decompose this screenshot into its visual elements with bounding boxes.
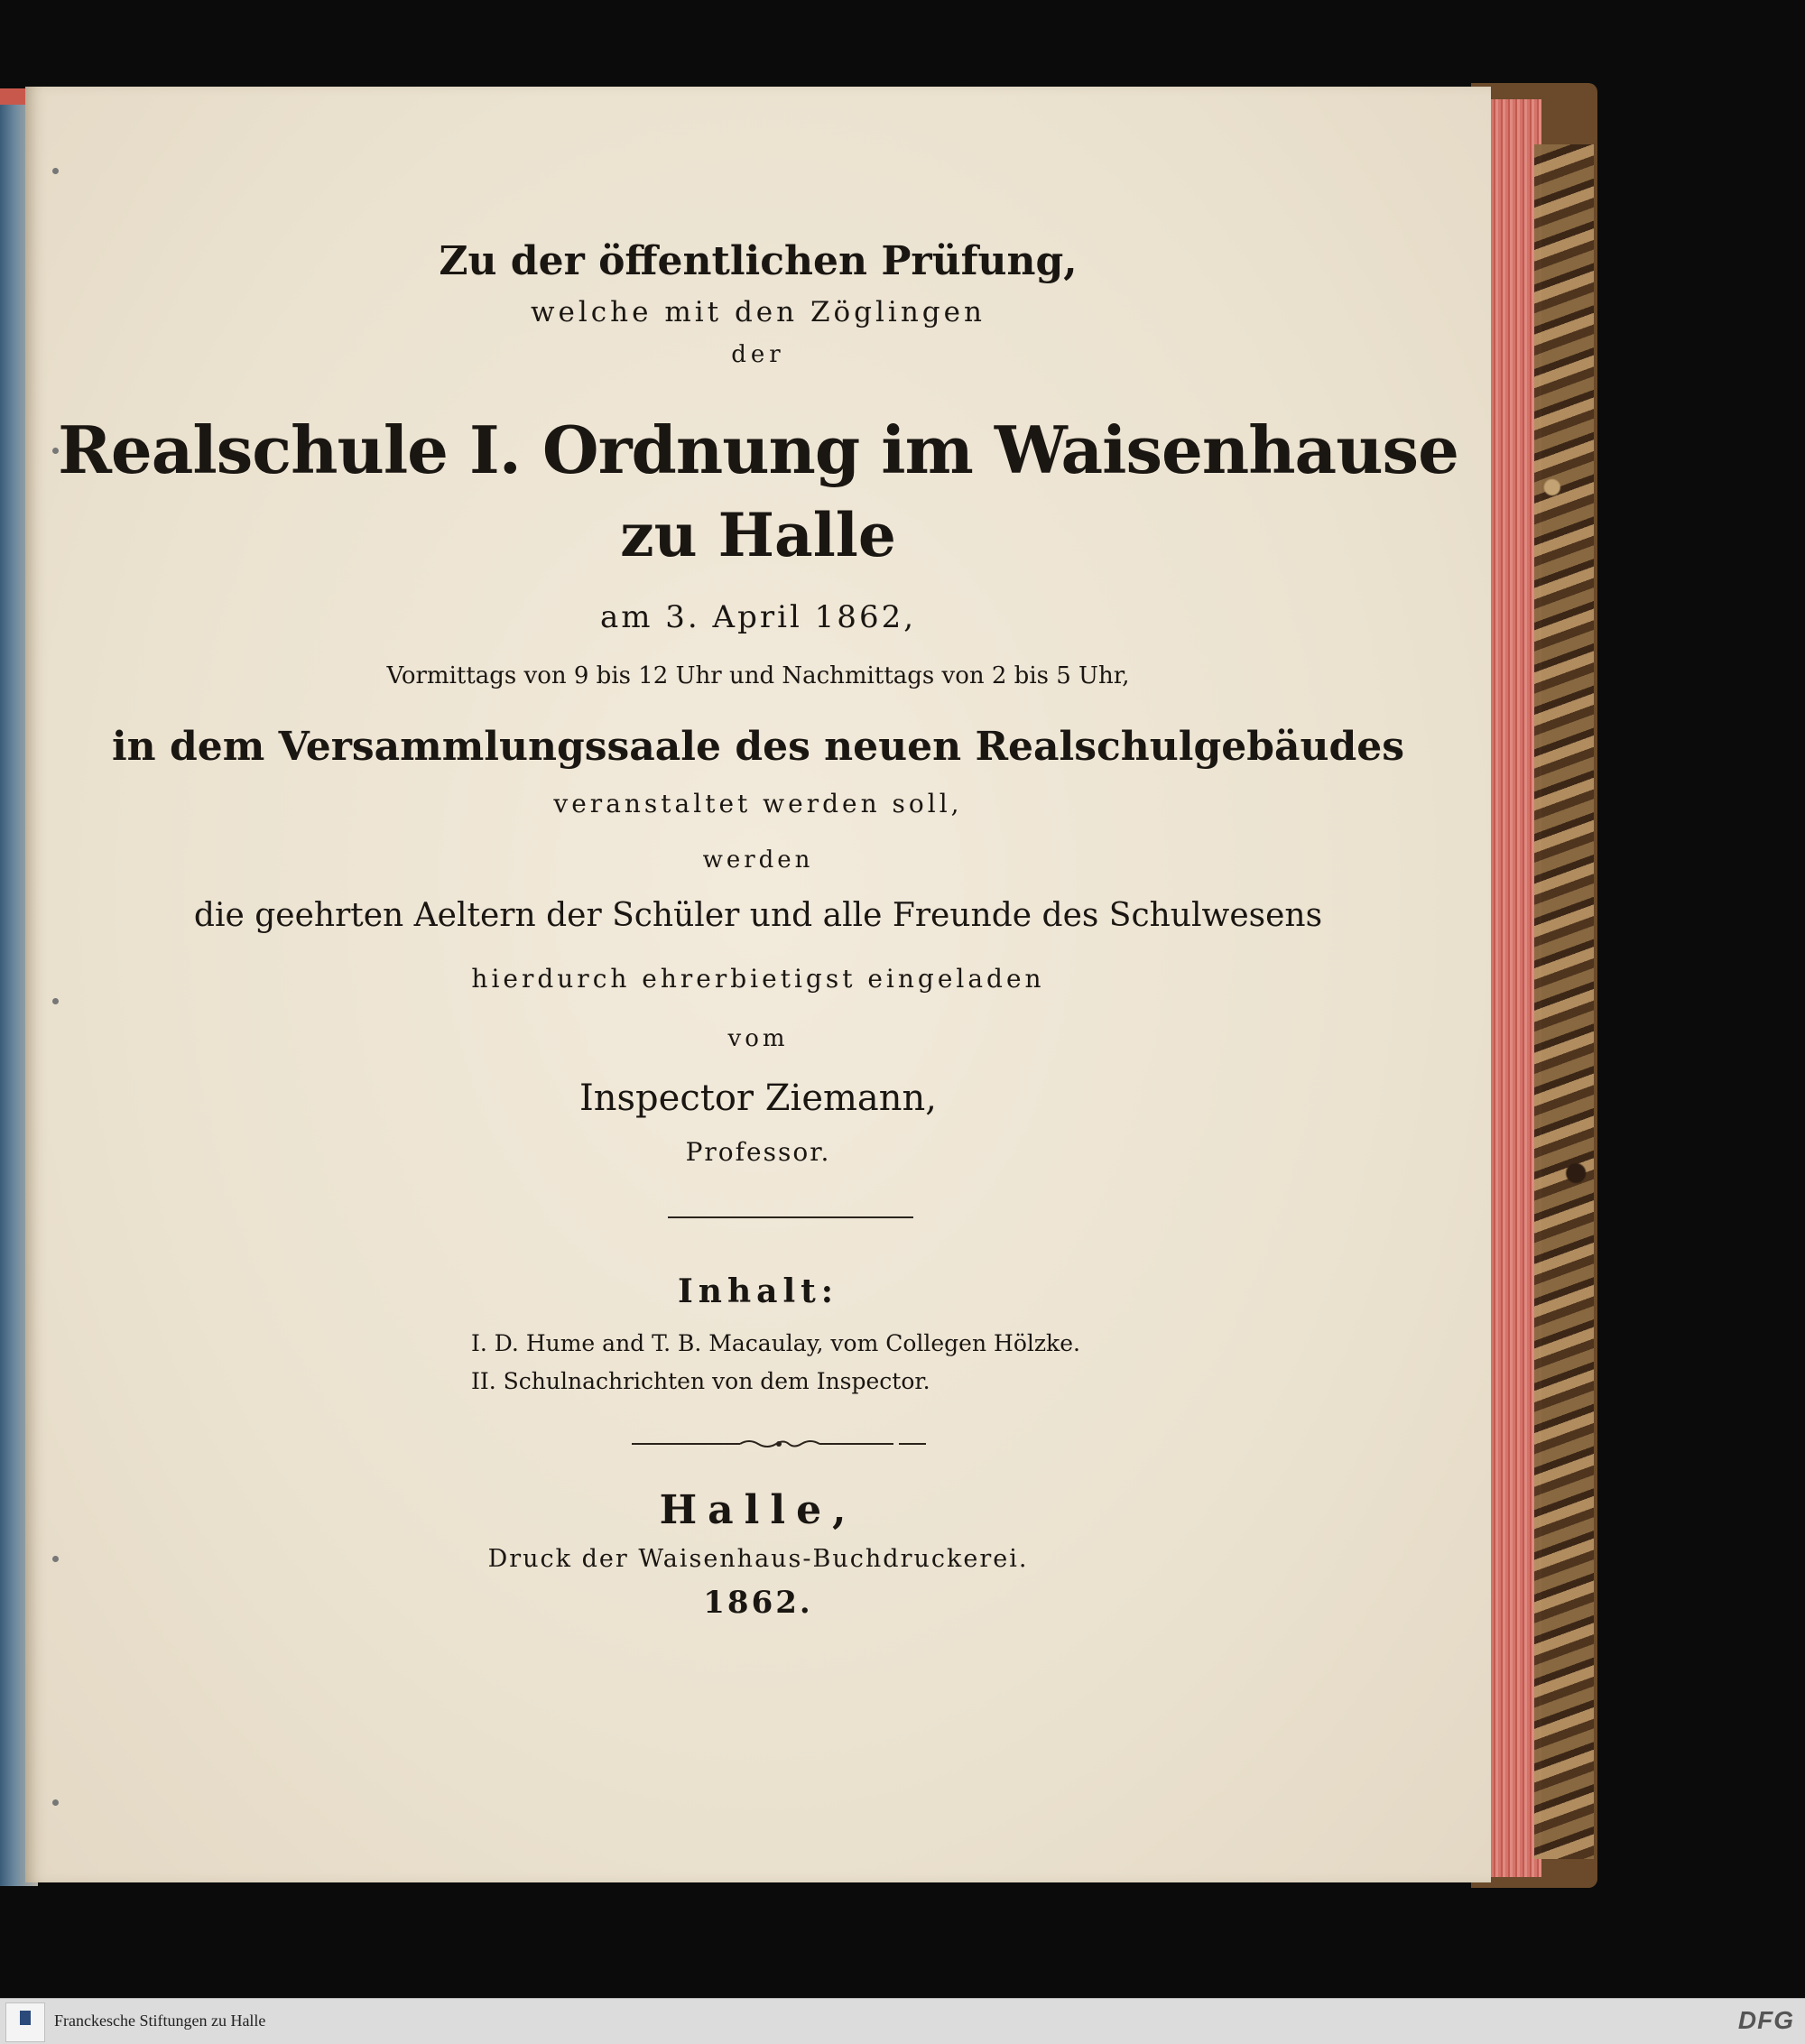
event-times: Vormittags von 9 bis 12 Uhr und Nachmittags von 2 bis 5 Uhr,	[386, 662, 1130, 689]
subheading-line: welche mit den Zöglingen	[531, 296, 986, 328]
imprint-year: 1862.	[703, 1585, 813, 1621]
divider-rule	[668, 1216, 913, 1218]
dfg-logo[interactable]: DFG	[1737, 2006, 1794, 2034]
text-line: hierdurch ehrerbietigst eingeladen	[471, 964, 1045, 994]
heading-line: Zu der öffentlichen Prüfung,	[439, 238, 1078, 284]
contents-item: I. D. Hume and T. B. Macaulay, vom Collegen Hölzke.	[471, 1330, 1080, 1356]
viewer-footer	[0, 1998, 1805, 2044]
connector-line: der	[731, 341, 785, 368]
text-line: veranstaltet werden soll,	[553, 789, 963, 819]
text-line: werden	[702, 846, 814, 874]
title-page	[25, 87, 1491, 1882]
ornament-divider	[632, 1438, 926, 1450]
binding-stitch	[52, 998, 59, 1004]
event-date: am 3. April 1862,	[599, 599, 917, 635]
marbled-cover	[1534, 144, 1594, 1859]
event-venue: in dem Versammlungssaale des neuen Realschulgebäudes	[111, 724, 1405, 770]
binding-stitch	[52, 168, 59, 174]
text-line: vom	[727, 1025, 789, 1052]
invitees-line: die geehrten Aeltern der Schüler und alle Freunde des Schulwesens	[193, 897, 1323, 934]
binding-stitch	[52, 1799, 59, 1806]
school-location: zu Halle	[620, 500, 896, 570]
school-name: Realschule I. Ordnung im Waisenhause	[58, 412, 1458, 488]
institution-name[interactable]: Franckesche Stiftungen zu Halle	[54, 2012, 266, 2030]
imprint-place: Halle,	[659, 1487, 857, 1533]
contents-heading: Inhalt:	[677, 1272, 839, 1310]
author-name: Inspector Ziemann,	[579, 1077, 938, 1119]
author-title: Professor.	[685, 1137, 831, 1167]
institution-logo-icon[interactable]	[5, 2002, 45, 2042]
imprint-printer: Druck der Waisenhaus-Buchdruckerei.	[487, 1545, 1029, 1573]
contents-item: II. Schulnachrichten von dem Inspector.	[471, 1368, 930, 1394]
